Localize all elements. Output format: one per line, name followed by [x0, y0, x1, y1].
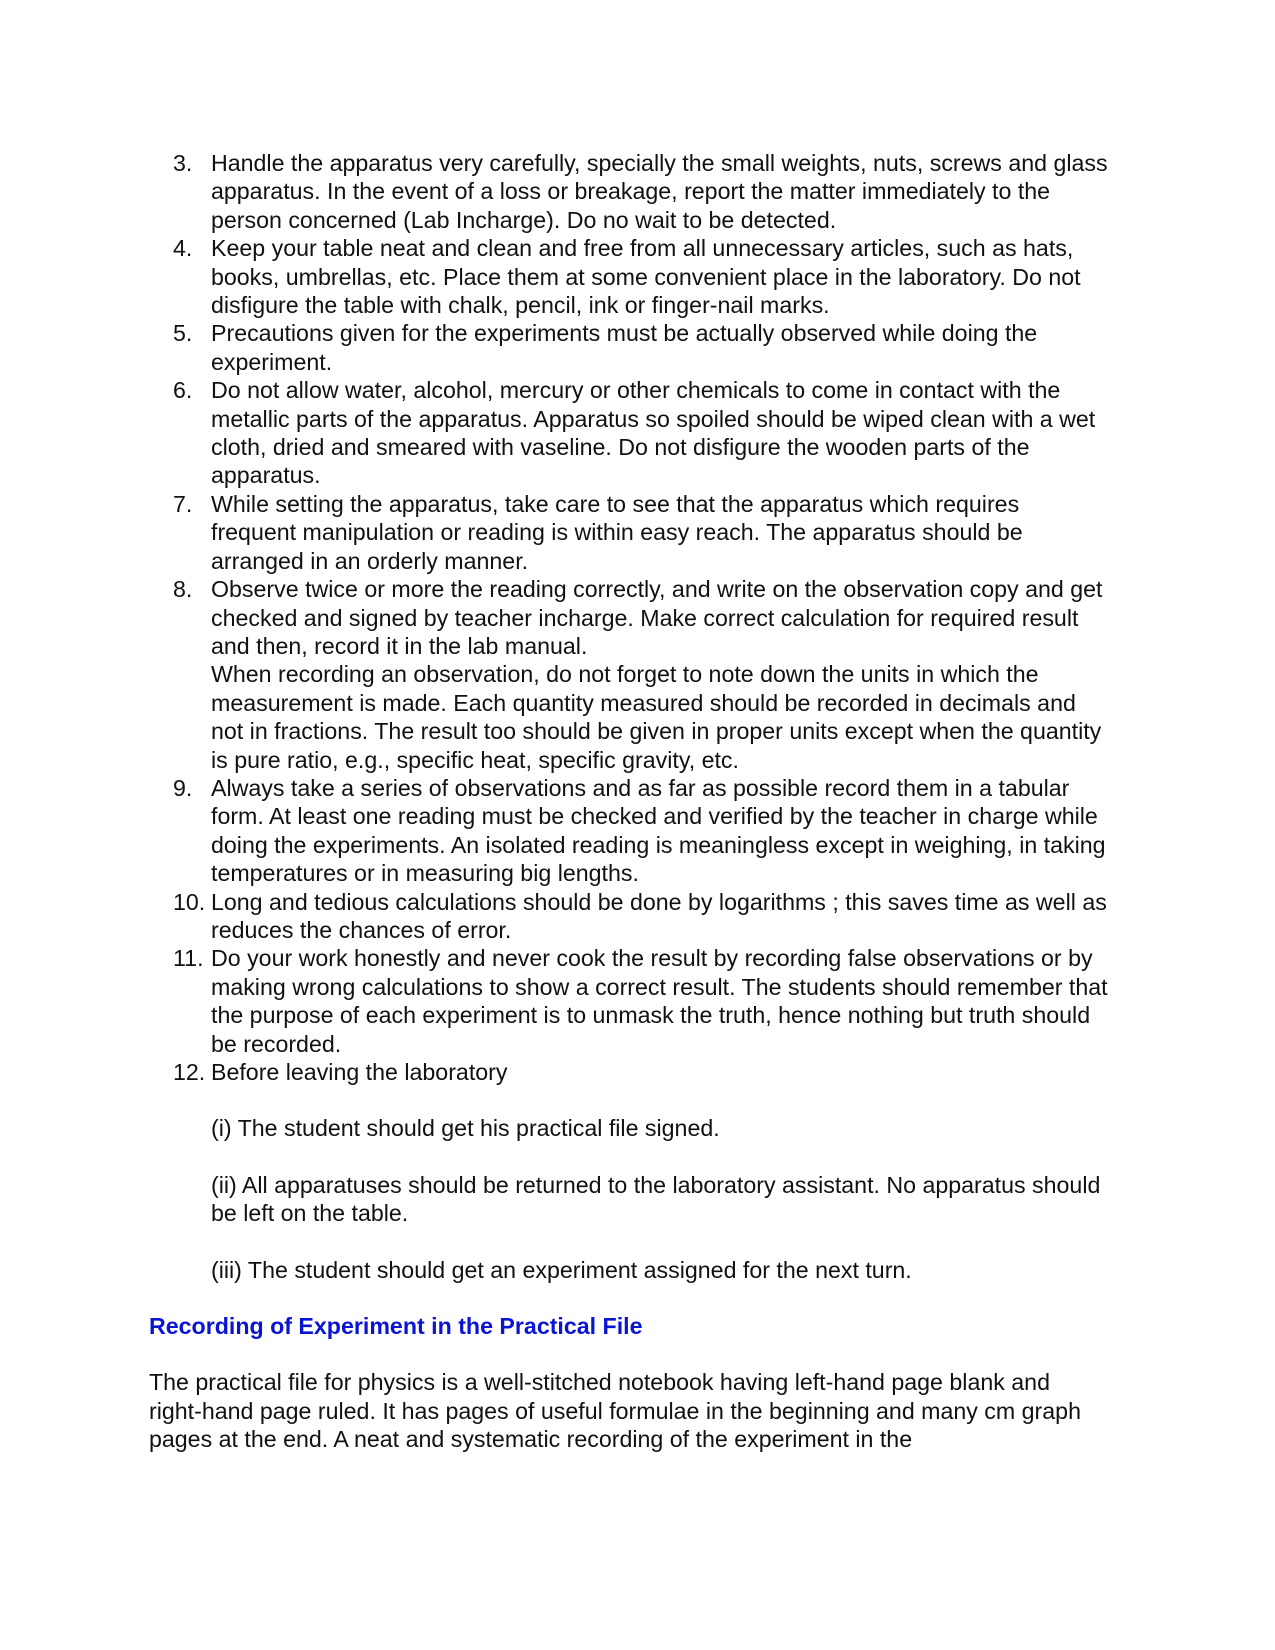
rule-item-6 [149, 376, 1109, 490]
rule-text: Observe twice or more the reading correctly, and write on the observation copy and get checked and signed by teacher incharge. Make correct calculation for required result and then, record it in the lab manual. [211, 576, 1103, 659]
document-page [149, 149, 1109, 1454]
rule-item-9 [149, 774, 1109, 888]
rule-item-5 [149, 319, 1109, 376]
rule-item-7 [149, 490, 1109, 575]
rule-number: 12. [173, 1059, 206, 1085]
rule-text: Do not allow water, alcohol, mercury or other chemicals to come in contact with the metallic parts of the apparatus. Apparatus so spoiled should be wiped clean with a wet cloth, dried and smeared with vaseline. Do not disfigure the wooden parts of the apparatus. [211, 377, 1096, 489]
rule-number: 5. [173, 320, 193, 347]
rule-item-10 [149, 888, 1109, 945]
rule-text: Before leaving the laboratory [211, 1059, 508, 1085]
rule-8-continuation: When recording an observation, do not forget to note down the units in which the measurement is made. Each quantity measured should be recorded in decimals and not in fractions. The result too should be given in proper units except when the quantity is pure ratio, e.g., specific heat, specific gravity, etc. [211, 661, 1102, 773]
rule-12-subitem-iii: (iii) The student should get an experiment assigned for the next turn. [211, 1256, 912, 1283]
rule-text: Keep your table neat and clean and free from all unnecessary articles, such as hats, books, umbrellas, etc. Place them at some convenient place in the laboratory. Do not disfigure the table with chalk, pencil, ink or finger-nail marks. [211, 235, 1081, 319]
rule-number: 11. [173, 945, 204, 972]
rule-text: While setting the apparatus, take care to see that the apparatus which requires frequent manipulation or reading is within easy reach. The apparatus should be arranged in an orderly manner. [211, 490, 1023, 574]
rule-number: 6. [173, 377, 193, 404]
rule-12-subitem-i: (i) The student should get his practical file signed. [211, 1115, 720, 1142]
rule-number: 7. [173, 490, 193, 517]
rule-item-4 [149, 234, 1109, 319]
rule-item-8 [149, 575, 1109, 660]
rule-item-3 [149, 149, 1109, 234]
rule-number: 4. [173, 235, 193, 262]
rule-number: 8. [173, 576, 193, 603]
rule-text: Handle the apparatus very carefully, specially the small weights, nuts, screws and glass apparatus. In the event of a loss or breakage, report the matter immediately to the person concerned (Lab Incharge). Do no wait to be detected. [211, 150, 1108, 233]
rule-item-11 [149, 944, 1109, 1058]
rule-number: 10. [173, 888, 206, 915]
rule-text: Do your work honestly and never cook the result by recording false observations or by making wrong calculations to show a correct result. The students should remember that the purpose of each experiment is to unmask the truth, hence nothing but truth should be recorded. [211, 945, 1108, 1057]
rule-item-12 [149, 1058, 1109, 1086]
rule-number: 3. [173, 150, 193, 176]
rule-text: Precautions given for the experiments must be actually observed while doing the experiment. [211, 320, 1038, 375]
section-heading: Recording of Experiment in the Practical File [149, 1313, 643, 1340]
rule-text: Always take a series of observations and as far as possible record them in a tabular form. At least one reading must be checked and verified by the teacher in charge while doing the experiments. An isolated reading is meaningless except in weighing, in taking temperatures or in measuring big lengths. [211, 774, 1106, 887]
rule-12-subitem-ii: (ii) All apparatuses should be returned to the laboratory assistant. No apparatus should be left on the table. [211, 1171, 1101, 1227]
rule-number: 9. [173, 774, 193, 801]
rule-text: Long and tedious calculations should be done by logarithms ; this saves time as well as reduces the chances of error. [211, 888, 1107, 943]
section-paragraph: The practical file for physics is a well-stitched notebook having left-hand page blank and right-hand page ruled. It has pages of useful formulae in the beginning and many cm graph pages at the end. A neat and systematic recording of the experiment in the [149, 1369, 1081, 1453]
